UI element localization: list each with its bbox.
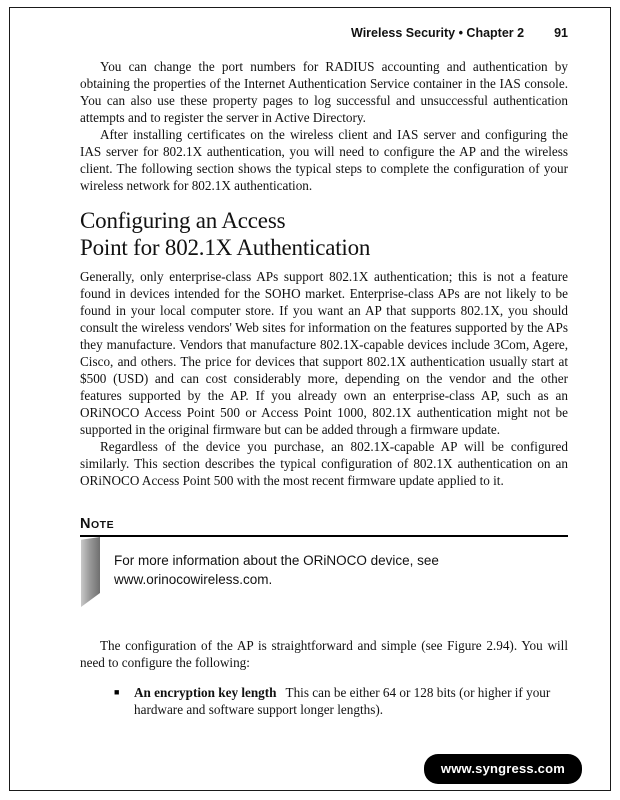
- section-heading-line2: Point for 802.1X Authentication: [80, 235, 371, 260]
- bullet-square-icon: ■: [114, 687, 120, 697]
- page-content: [80, 26, 568, 718]
- bullet-text: [134, 684, 554, 718]
- section-heading-line1: Configuring an Access: [80, 208, 286, 233]
- running-head: [80, 26, 568, 40]
- section-heading: [80, 207, 568, 261]
- note-body: [80, 537, 568, 609]
- note-text: For more information about the ORiNOCO device, see www.orinocowireless.com.: [114, 553, 439, 587]
- note-label-rest: OTE: [90, 519, 115, 531]
- page-number: 91: [554, 26, 568, 40]
- bullet-bold-label: An encryption key length: [134, 685, 277, 700]
- paragraph-radius-ports: You can change the port numbers for RADIUS accounting and authentication by obtaining the properties of the Internet Authentication Service container in the IAS console. You can also use these property pages to log successful and unsuccessful authentication attempts and to register the server in Active Directory.: [80, 59, 568, 125]
- publisher-badge: www.syngress.com: [424, 754, 582, 784]
- paragraph-regardless-device: Regardless of the device you purchase, an 802.1X-capable AP will be configured similarly. This section describes the typical configuration of 802.1X authentication on an ORiNOCO Access Point 500 with the most recent firmware update applied to it.: [80, 439, 568, 488]
- paragraph-ap-configuration: The configuration of the AP is straightforward and simple (see Figure 2.94). You will need to configure the following:: [80, 638, 568, 670]
- note-ribbon-icon: [81, 537, 100, 607]
- note-label-initial: N: [80, 516, 91, 532]
- note-callout: [80, 515, 568, 609]
- note-label: [80, 515, 568, 533]
- paragraph-after-certificates: After installing certificates on the wireless client and IAS server and configuring the IAS server for 802.1X authentication, you will need to configure the AP and the wireless client. The following section shows the typical steps to complete the configuration of your wireless network for 802.1X authentication.: [80, 127, 568, 193]
- bullet-description: This can be either 64 or 128 bits (or higher if your hardware and software support longer lengths).: [134, 685, 551, 717]
- chapter-title: Wireless Security • Chapter 2: [351, 26, 525, 40]
- list-item-encryption-key: [114, 684, 568, 718]
- paragraph-enterprise-aps: Generally, only enterprise-class APs support 802.1X authentication; this is not a feature found in devices intended for the SOHO market. Enterprise-class APs are not likely to be found in your local computer store. If you want an AP that supports 802.1X, you should consult the wireless vendors' Web sites for information on the features supported by the APs they manufacture. Vendors that manufacture 802.1X-capable devices include 3Com, Agere, Cisco, and others. The price for devices that support 802.1X authentication usually start at $500 (USD) and can cost considerably more, depending on the vendor and the other features supported by the AP. If you already own an enterprise-class AP, such as an ORiNOCO Access Point 500 or Access Point 1000, 802.1X authentication might not be supported in the original firmware but can be added through a firmware update.: [80, 269, 568, 437]
